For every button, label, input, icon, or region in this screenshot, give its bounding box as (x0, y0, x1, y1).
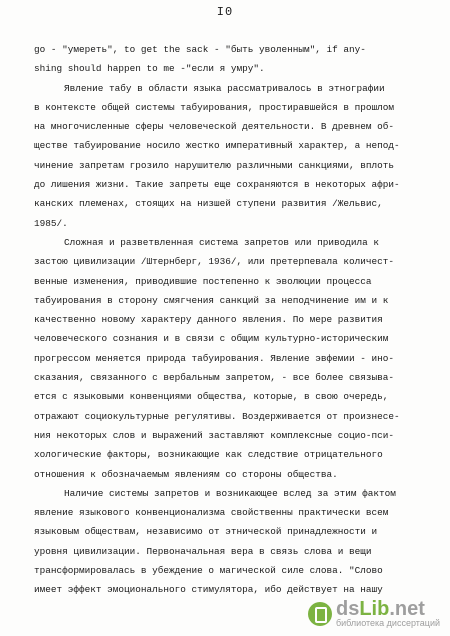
site-watermark (308, 599, 440, 628)
text-line: канских племенах, стоящих на низшей ступени развития /Жельвис, (34, 198, 383, 210)
body-text (34, 40, 434, 600)
text-line: в контексте общей системы табуирования, простиравшейся в прошлом (34, 101, 395, 113)
text-line: сказания, связанного с вербальным запретом, - все более связыва- (34, 372, 395, 384)
text-line: Явление табу в области языка рассматривалось в этнографии (64, 82, 385, 94)
book-icon (308, 602, 332, 626)
text-line: go - "умереть", to get the sack - "быть уволенным", if any- (34, 44, 366, 55)
text-line: ществе табуирование носило жестко императивный характер, а непод- (34, 140, 400, 152)
text-line: застою цивилизации /Штернберг, 1936/, или претерпевала количест- (34, 256, 395, 268)
text-line: человеческого сознания и в связи с общим культурно-историческим (34, 333, 389, 345)
text-line: трансформировалась в убеждение о магической силе слова. "Слово (34, 565, 383, 577)
text-line: ется с языковыми конвенциями общества, которые, в свою очередь, (34, 391, 389, 403)
watermark-subtitle: библиотека диссертаций (335, 618, 440, 628)
text-line: 1985/. (34, 217, 68, 229)
text-line: венные изменения, приводившие постепенно к эволюции процесса (34, 275, 372, 287)
text-line: Наличие системы запретов и возникающее вслед за этим фактом (64, 487, 396, 499)
text-line: хологические факторы, возникающие как следствие отрицательного (34, 449, 383, 461)
text-line: явление языкового конвенционализма свойственны практически всем (34, 507, 389, 519)
text-line: качественно новому характеру данного явления. По мере развития (34, 314, 383, 326)
text-line: прогрессом меняется природа табуирования. Явление эвфемии - ино- (34, 352, 395, 364)
text-line: до лишения жизни. Такие запреты еще сохраняются в некоторых афри- (34, 179, 400, 191)
text-line: Сложная и разветвленная система запретов или приводила к (64, 236, 380, 248)
text-line: на многочисленные сферы человеческой деятельности. В древнем об- (34, 121, 395, 133)
text-line: языковым обществам, независимо от этнической принадлежности и (34, 526, 378, 538)
text-line: уровня цивилизации. Первоначальная вера в связь слова и вещи (34, 545, 372, 557)
text-line: shing should happen to me -"если я умру". (34, 63, 265, 75)
text-line: чинение запретам грозило нарушителю различными санкциями, вплоть (34, 159, 395, 171)
text-line: ния некоторых слов и выражений заставляют комплексные социо-пси- (34, 429, 395, 441)
watermark-brand: dsLib.net (335, 598, 425, 620)
text-line: имеет эффект эмоционального стимулятора, ибо действует на нашу (34, 584, 383, 596)
text-line: табуирования в сторону смягчения санкций за неподчинение им и к (34, 294, 389, 306)
text-line: отражают социокультурные регулятивы. Воздерживается от произнесе- (34, 410, 400, 422)
page-number: I0 (216, 5, 234, 19)
text-line: отношения к обозначаемым явлениям со стороны общества. (34, 468, 338, 480)
